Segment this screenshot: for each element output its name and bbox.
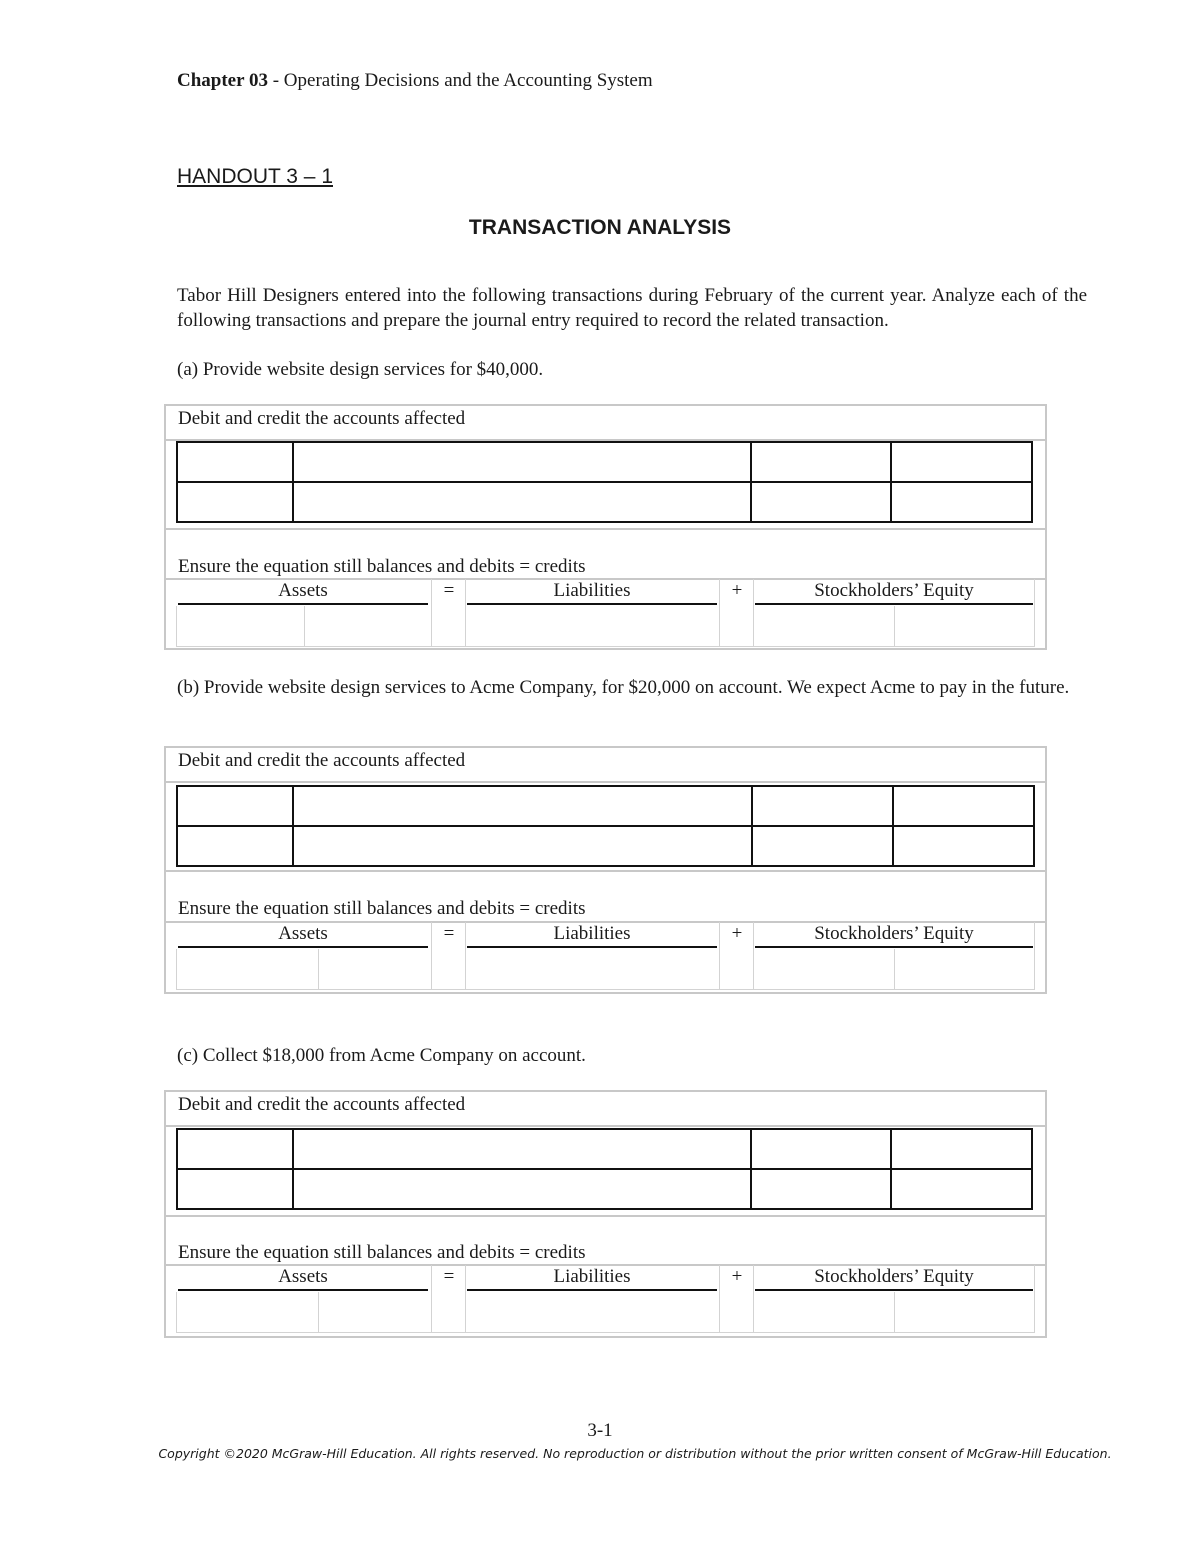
journal-row	[177, 826, 1034, 866]
transaction-b-prompt: (b) Provide website design services to Acme Company, for $20,000 on account. We expect Acme to pay in the future.	[177, 677, 1070, 698]
debit-cell[interactable]	[751, 442, 892, 482]
plus-sign: +	[731, 1266, 743, 1287]
equity-header: Stockholders’ Equity	[755, 579, 1033, 605]
transaction-c-prompt: (c) Collect $18,000 from Acme Company on account.	[177, 1045, 586, 1066]
equals-sign: =	[443, 1266, 455, 1287]
journal-row	[177, 442, 1032, 482]
debit-credit-label: Debit and credit the accounts affected	[178, 408, 466, 429]
equation-label: Ensure the equation still balances and debits = credits	[178, 556, 586, 577]
journal-entry-table	[176, 785, 1035, 867]
account-cell[interactable]	[293, 826, 753, 866]
date-cell[interactable]	[177, 786, 293, 826]
equity-header: Stockholders’ Equity	[755, 1265, 1033, 1291]
transaction-a-prompt: (a) Provide website design services for $40,000.	[177, 359, 544, 380]
journal-row	[177, 482, 1032, 522]
account-cell[interactable]	[293, 482, 751, 522]
equals-sign: =	[443, 923, 455, 944]
credit-cell[interactable]	[893, 786, 1034, 826]
assets-header: Assets	[178, 1265, 428, 1291]
assets-header: Assets	[178, 922, 428, 948]
account-cell[interactable]	[293, 1129, 751, 1169]
equals-sign: =	[443, 580, 455, 601]
debit-credit-label: Debit and credit the accounts affected	[178, 1094, 466, 1115]
equation-label: Ensure the equation still balances and debits = credits	[178, 898, 586, 919]
credit-cell[interactable]	[891, 1129, 1032, 1169]
debit-cell[interactable]	[752, 826, 893, 866]
accounting-equation	[176, 1265, 1035, 1333]
date-cell[interactable]	[177, 1129, 293, 1169]
liabilities-header: Liabilities	[467, 1265, 717, 1291]
accounting-equation	[176, 922, 1035, 990]
date-cell[interactable]	[177, 1169, 293, 1209]
plus-sign: +	[731, 580, 743, 601]
intro-paragraph: Tabor Hill Designers entered into the following transactions during February of the current year. Analyze each of the following transactions and prepare the journal entry required to record the related transaction.	[177, 285, 1087, 331]
equity-header: Stockholders’ Equity	[755, 922, 1033, 948]
equation-label: Ensure the equation still balances and debits = credits	[178, 1242, 586, 1263]
credit-cell[interactable]	[891, 442, 1032, 482]
date-cell[interactable]	[177, 442, 293, 482]
date-cell[interactable]	[177, 482, 293, 522]
debit-cell[interactable]	[751, 1129, 892, 1169]
account-cell[interactable]	[293, 1169, 751, 1209]
page-title: TRANSACTION ANALYSIS	[468, 216, 732, 239]
date-cell[interactable]	[177, 826, 293, 866]
liabilities-header: Liabilities	[467, 922, 717, 948]
handout-label: HANDOUT 3 – 1	[177, 165, 333, 188]
credit-cell[interactable]	[891, 482, 1032, 522]
liabilities-header: Liabilities	[467, 579, 717, 605]
page-number: 3-1	[587, 1420, 613, 1441]
debit-credit-label: Debit and credit the accounts affected	[178, 750, 466, 771]
account-cell[interactable]	[293, 786, 753, 826]
journal-row	[177, 1129, 1032, 1169]
debit-cell[interactable]	[752, 786, 893, 826]
credit-cell[interactable]	[891, 1169, 1032, 1209]
journal-row	[177, 1169, 1032, 1209]
transaction-a-box	[164, 404, 1047, 650]
assets-header: Assets	[178, 579, 428, 605]
journal-entry-table	[176, 1128, 1033, 1210]
transaction-c-box	[164, 1090, 1047, 1338]
debit-cell[interactable]	[751, 1169, 892, 1209]
copyright-notice: Copyright ©2020 McGraw-Hill Education. All rights reserved. No reproduction or distribution without the prior written consent of McGraw-Hill Education.	[158, 1446, 1112, 1461]
debit-cell[interactable]	[751, 482, 892, 522]
account-cell[interactable]	[293, 442, 751, 482]
chapter-header: Chapter 03 - Operating Decisions and the Accounting System	[177, 70, 653, 91]
journal-row	[177, 786, 1034, 826]
journal-entry-table	[176, 441, 1033, 523]
credit-cell[interactable]	[893, 826, 1034, 866]
plus-sign: +	[731, 923, 743, 944]
transaction-b-box	[164, 746, 1047, 994]
accounting-equation	[176, 579, 1035, 647]
